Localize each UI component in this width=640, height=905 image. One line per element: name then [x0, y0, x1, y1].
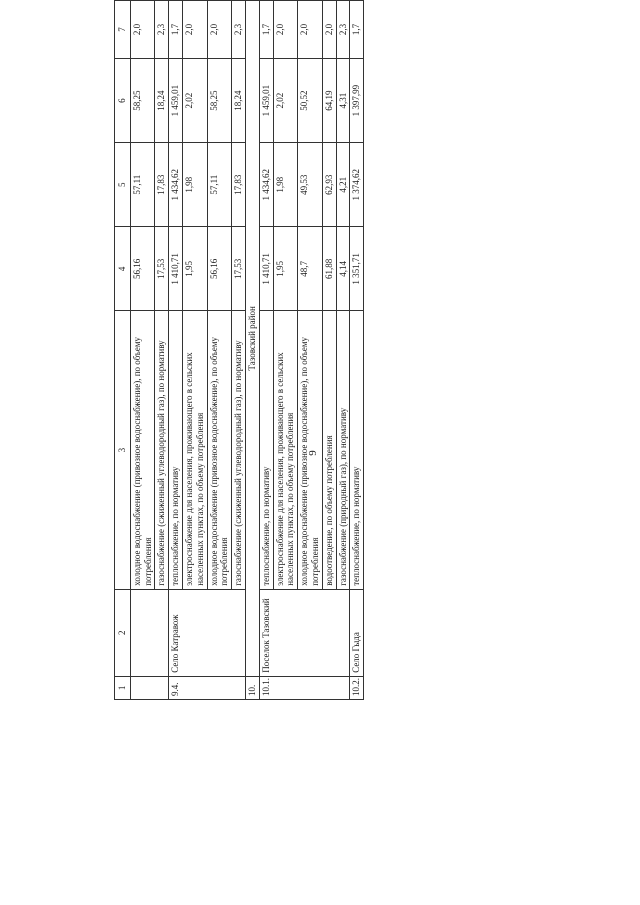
value-col-4: 17,53 — [232, 227, 246, 311]
value-col-4: 48,7 — [298, 227, 323, 311]
header-col-2: 2 — [115, 589, 131, 676]
service-name: теплоснабжение, по нормативу — [169, 311, 183, 589]
value-col-5: 57,11 — [130, 143, 155, 227]
value-col-4: 61,88 — [322, 227, 336, 311]
value-col-6: 58,25 — [130, 59, 155, 143]
value-col-5: 1 374,62 — [350, 143, 364, 227]
service-name: холодное водоснабжение (привозное водоснабжение), по объему потребления — [130, 311, 155, 589]
settlement-name: Село Катравож — [169, 589, 246, 676]
row-number: 10. — [245, 676, 259, 699]
table-row — [350, 1, 364, 700]
value-col-5: 1,98 — [182, 143, 207, 227]
value-col-5: 1,98 — [273, 143, 298, 227]
page-number: 9 — [307, 450, 319, 456]
header-col-1: 1 — [115, 676, 131, 699]
value-col-4: 1 410,71 — [169, 227, 183, 311]
value-col-7: 2,0 — [130, 1, 155, 59]
service-name: газоснабжение (сжиженный углеводородный газ), по нормативу — [232, 311, 246, 589]
value-col-6: 4,31 — [336, 59, 350, 143]
table-row — [259, 1, 273, 700]
value-col-6: 1 459,01 — [259, 59, 273, 143]
service-name: водоотведение, по объему потребления — [322, 311, 336, 589]
value-col-5: 1 434,62 — [169, 143, 183, 227]
region-name: Тазовский район — [245, 1, 259, 677]
row-number: 9.4. — [169, 676, 246, 699]
tariff-table-rotated — [114, 0, 544, 700]
value-col-5: 17,83 — [232, 143, 246, 227]
value-col-4: 1,95 — [273, 227, 298, 311]
value-col-6: 18,24 — [232, 59, 246, 143]
row-number — [130, 676, 168, 699]
settlement-name: Поселок Тазовский — [259, 589, 350, 676]
value-col-7: 2,3 — [336, 1, 350, 59]
header-col-3: 3 — [115, 311, 131, 589]
region-row — [245, 1, 259, 700]
tariff-table — [114, 0, 364, 700]
header-col-7: 7 — [115, 1, 131, 59]
value-col-6: 1 459,01 — [169, 59, 183, 143]
value-col-4: 4,14 — [336, 227, 350, 311]
value-col-5: 62,93 — [322, 143, 336, 227]
value-col-7: 2,3 — [155, 1, 169, 59]
service-name: холодное водоснабжение (привозное водоснабжение), по объему потребления — [298, 311, 323, 589]
header-col-4: 4 — [115, 227, 131, 311]
value-col-4: 56,16 — [207, 227, 232, 311]
row-number: 10.1. — [259, 676, 350, 699]
header-col-5: 5 — [115, 143, 131, 227]
value-col-7: 1,7 — [169, 1, 183, 59]
value-col-4: 17,53 — [155, 227, 169, 311]
header-row — [115, 1, 131, 700]
value-col-7: 1,7 — [259, 1, 273, 59]
header-col-6: 6 — [115, 59, 131, 143]
service-name: газоснабжение (природный газ), по нормативу — [336, 311, 350, 589]
value-col-4: 56,16 — [130, 227, 155, 311]
value-col-7: 2,0 — [322, 1, 336, 59]
value-col-6: 64,19 — [322, 59, 336, 143]
value-col-7: 2,0 — [298, 1, 323, 59]
service-name: электроснабжение для населения, проживающего в сельских населенных пунктах, по объему потребления — [273, 311, 298, 589]
value-col-7: 2,0 — [207, 1, 232, 59]
service-name: холодное водоснабжение (привозное водоснабжение), по объему потребления — [207, 311, 232, 589]
value-col-7: 2,0 — [182, 1, 207, 59]
value-col-5: 4,21 — [336, 143, 350, 227]
value-col-5: 57,11 — [207, 143, 232, 227]
value-col-6: 50,52 — [298, 59, 323, 143]
value-col-7: 2,0 — [273, 1, 298, 59]
value-col-4: 1,95 — [182, 227, 207, 311]
service-name: электроснабжение для населения, проживающего в сельских населенных пунктах, по объему потребления — [182, 311, 207, 589]
value-col-4: 1 410,71 — [259, 227, 273, 311]
service-name: теплоснабжение, по нормативу — [259, 311, 273, 589]
settlement-name — [130, 589, 168, 676]
table-row — [169, 1, 183, 700]
value-col-6: 2,02 — [273, 59, 298, 143]
value-col-7: 2,3 — [232, 1, 246, 59]
service-name: теплоснабжение, по нормативу — [350, 311, 364, 589]
value-col-7: 1,7 — [350, 1, 364, 59]
value-col-5: 1 434,62 — [259, 143, 273, 227]
row-number: 10.2. — [350, 676, 364, 699]
value-col-6: 18,24 — [155, 59, 169, 143]
service-name: газоснабжение (сжиженный углеводородный газ), по нормативу — [155, 311, 169, 589]
value-col-6: 58,25 — [207, 59, 232, 143]
value-col-6: 2,02 — [182, 59, 207, 143]
settlement-name: Село Гыда — [350, 589, 364, 676]
value-col-4: 1 351,71 — [350, 227, 364, 311]
value-col-5: 49,53 — [298, 143, 323, 227]
table-row — [130, 1, 155, 700]
value-col-6: 1 397,99 — [350, 59, 364, 143]
value-col-5: 17,83 — [155, 143, 169, 227]
